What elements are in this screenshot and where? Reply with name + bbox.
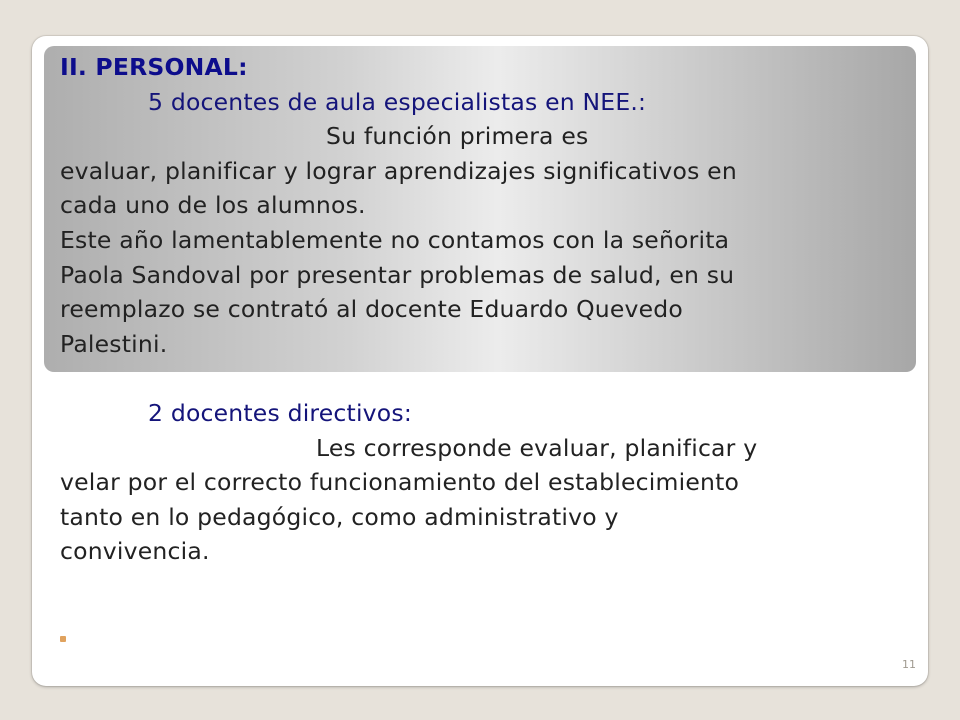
body-line: velar por el correcto funcionamiento del establecimiento — [60, 468, 740, 497]
section2-title: 2 docentes directivos: — [148, 398, 412, 427]
body-line: Les corresponde evaluar, planificar y — [316, 433, 758, 462]
slide-body — [60, 50, 920, 569]
bullet-marker — [60, 636, 66, 642]
body-line: evaluar, planificar y lograr aprendizajes significativos en — [60, 156, 737, 185]
body-line: Paola Sandoval por presentar problemas de salud, en su — [60, 260, 735, 289]
body-line: Palestini. — [60, 329, 168, 358]
section1-title: 5 docentes de aula especialistas en NEE.: — [148, 87, 647, 116]
spacer — [60, 361, 920, 396]
body-line: Este año lamentablemente no contamos con la señorita — [60, 225, 730, 254]
section-heading: II. PERSONAL: — [60, 53, 248, 81]
body-line: tanto en lo pedagógico, como administrativo y — [60, 502, 619, 531]
body-line: cada uno de los alumnos. — [60, 191, 366, 220]
body-line: reemplazo se contrató al docente Eduardo Quevedo — [60, 295, 683, 324]
slide-number: 11 — [902, 658, 916, 671]
body-line: Su función primera es — [326, 122, 589, 151]
body-line: convivencia. — [60, 537, 210, 566]
